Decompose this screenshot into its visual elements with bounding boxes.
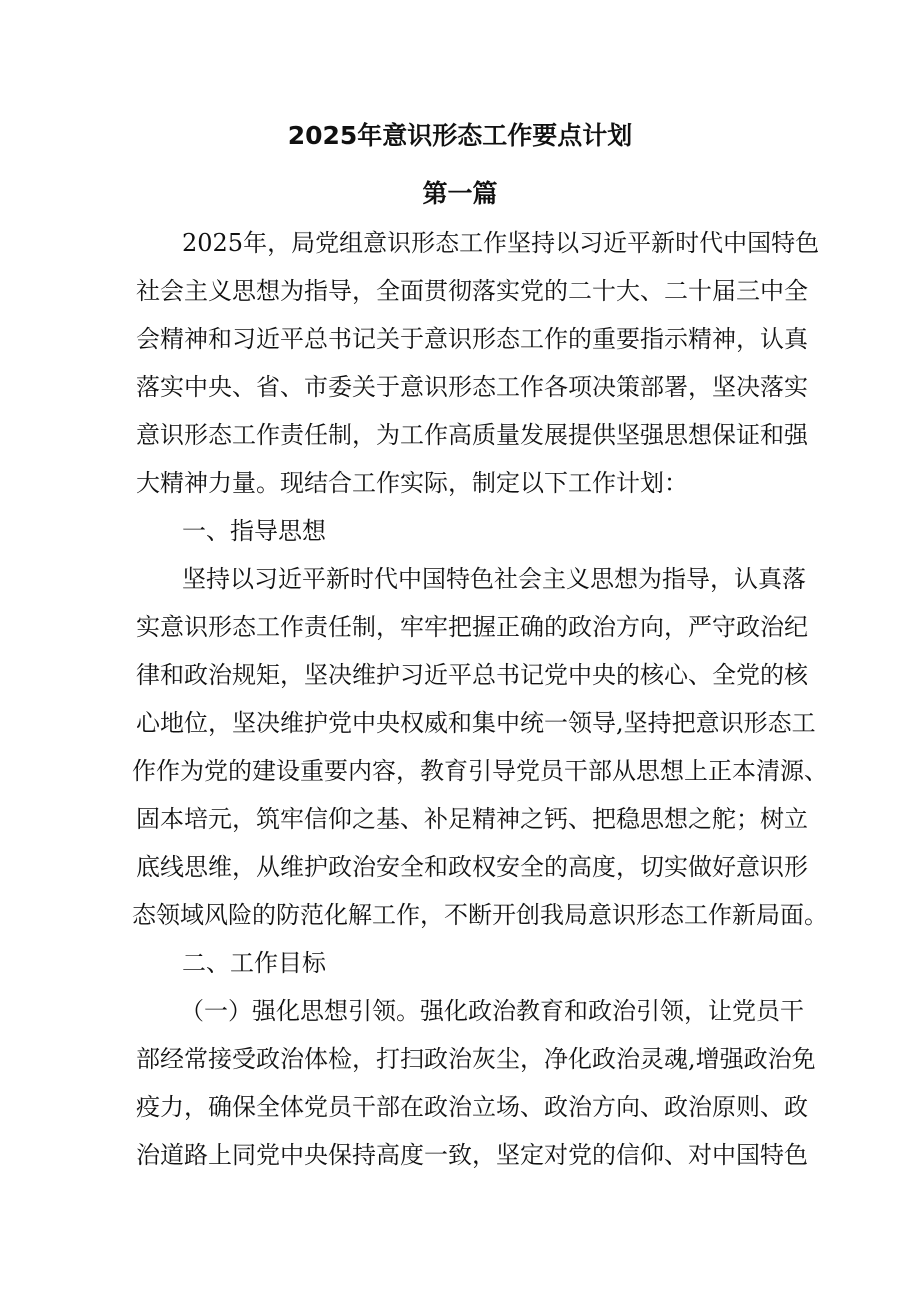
intro-line: 社会主义思想为指导，全面贯彻落实党的二十大、二十届三中全 <box>136 277 808 305</box>
document-title: 2025年意识形态工作要点计划 <box>287 121 633 150</box>
paragraph-line: 治道路上同党中央保持高度一致，坚定对党的信仰、对中国特色 <box>136 1141 808 1169</box>
paragraph-line: 实意识形态工作责任制，牢牢把握正确的政治方向，严守政治纪 <box>136 613 808 641</box>
section-heading-work-goals: 二、工作目标 <box>182 949 326 977</box>
intro-line: 大精神力量。现结合工作实际，制定以下工作计划： <box>136 469 688 497</box>
paragraph-line: （一）强化思想引领。强化政治教育和政治引领，让党员干 <box>180 997 804 1025</box>
paragraph-line: 作作为党的建设重要内容，教育引导党员干部从思想上正本清源、 <box>132 757 828 785</box>
intro-line: 2025年，局党组意识形态工作坚持以习近平新时代中国特色 <box>182 229 820 257</box>
paragraph-line: 固本培元，筑牢信仰之基、补足精神之钙、把稳思想之舵；树立 <box>136 805 808 833</box>
paragraph-line: 疫力，确保全体党员干部在政治立场、政治方向、政治原则、政 <box>136 1093 808 1121</box>
paragraph-line: 律和政治规矩，坚决维护习近平总书记党中央的核心、全党的核 <box>136 661 808 689</box>
paragraph-line: 底线思维，从维护政治安全和政权安全的高度，切实做好意识形 <box>136 853 808 881</box>
paragraph-line: 心地位，坚决维护党中央权威和集中统一领导,坚持把意识形态工 <box>136 709 816 737</box>
section-heading-guiding-thought: 一、指导思想 <box>182 517 326 545</box>
paragraph-line: 坚持以习近平新时代中国特色社会主义思想为指导，认真落 <box>182 565 806 593</box>
intro-line: 落实中央、省、市委关于意识形态工作各项决策部署，坚决落实 <box>136 373 808 401</box>
intro-line: 意识形态工作责任制，为工作高质量发展提供坚强思想保证和强 <box>136 421 808 449</box>
document-subtitle: 第一篇 <box>422 179 498 208</box>
paragraph-line: 部经常接受政治体检，打扫政治灰尘，净化政治灵魂,增强政治免 <box>136 1045 816 1073</box>
intro-line: 会精神和习近平总书记关于意识形态工作的重要指示精神，认真 <box>136 325 808 353</box>
paragraph-line: 态领域风险的防范化解工作，不断开创我局意识形态工作新局面。 <box>132 901 828 929</box>
